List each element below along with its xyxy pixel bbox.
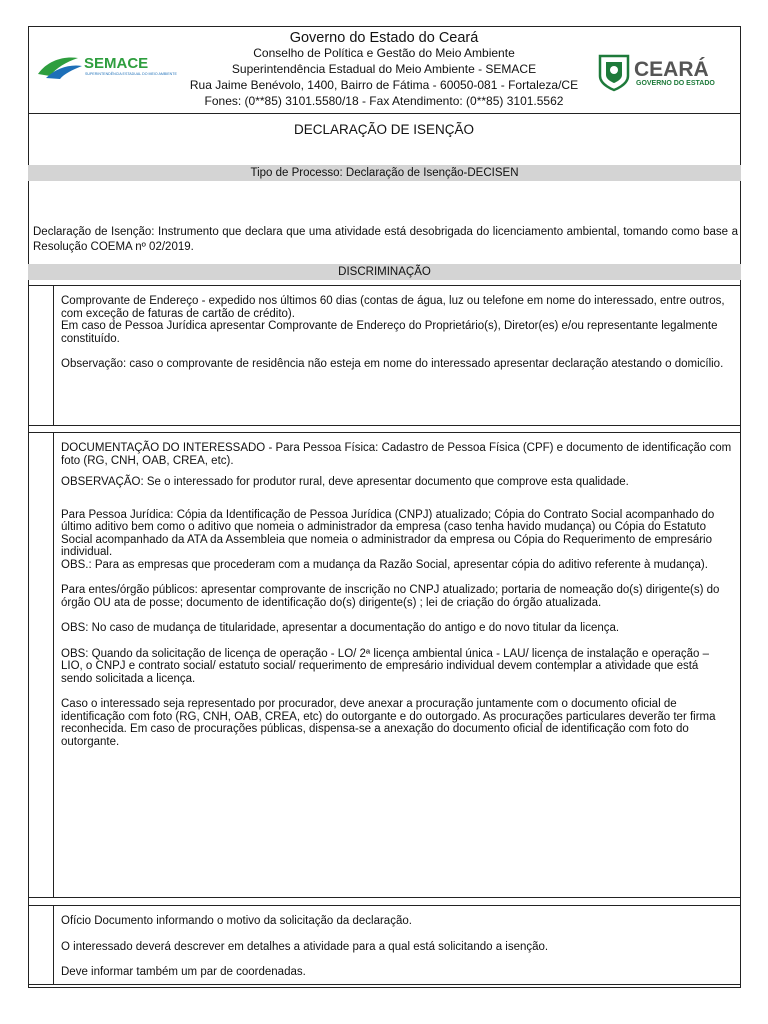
item-text	[61, 295, 732, 371]
semace-logo-text: SEMACE	[84, 55, 149, 72]
definition-text: Declaração de Isenção: Instrumento que declara que uma atividade está desobrigada do licenciamento ambiental, tomando como base a Resolução COEMA nº 02/2019.	[33, 226, 738, 253]
item-box-official-letter	[28, 905, 741, 985]
item-paragraph: DOCUMENTAÇÃO DO INTERESSADO - Para Pessoa Física: Cadastro de Pessoa Física (CPF) e documento de identificação com foto (RG, CNH, OAB, CREA, etc).	[61, 442, 732, 467]
semace-logo-subtitle: SUPERINTENDÊNCIA ESTADUAL DO MEIO AMBIENTE	[85, 72, 177, 76]
item-paragraph: Comprovante de Endereço - expedido nos últimos 60 dias (contas de água, luz ou telefone em nome do interessado, entre outros, com exceção de faturas de cartão de crédito).	[61, 295, 725, 320]
item-paragraph: Ofício Documento informando o motivo da solicitação da declaração.	[61, 915, 412, 927]
item-paragraph: Em caso de Pessoa Jurídica apresentar Comprovante de Endereço do Proprietário(s), Diretor(es) e/ou representante legalmente constituído.	[61, 320, 718, 345]
item-paragraph: Para entes/órgão públicos: apresentar comprovante de inscrição no CNPJ atualizado; portaria de nomeação do(s) dirigente(s) do órgão OU ata de posse; documento de identificação do(s) dirigente(s) ; lei de criação do órgão atualizada.	[61, 584, 720, 609]
item-paragraph: Para Pessoa Jurídica: Cópia da Identificação de Pessoa Jurídica (CNPJ) atualizado; Cópia do Contrato Social acompanhado do último aditivo bem como o aditivo que nomeia o administrador da empresa (caso tenha havido mudança) ou Cópia do Estatuto Social acompanhado da ATA da Assembleia que nomeia o administrador da empresa ou Cópia do Requerimento de empresário individual.	[61, 508, 715, 558]
ceara-logo-text: CEARÁ	[634, 58, 709, 81]
item-box-address	[28, 285, 741, 426]
phones-line: Fones: (0**85) 3101.5580/18 - Fax Atendimento: (0**85) 3101.5562	[204, 94, 564, 108]
address-line: Rua Jaime Benévolo, 1400, Bairro de Fátima - 60050-081 - Fortaleza/CE	[189, 78, 579, 92]
item-paragraph: OBS.: Para as empresas que procederam com a mudança da Razão Social, apresentar cópia do aditivo referente à mudança).	[61, 558, 708, 571]
page-title: DECLARAÇÃO DE ISENÇÃO	[293, 122, 475, 137]
item-paragraph: O interessado deverá descrever em detalhes a atividade para a qual está solicitando a isenção.	[61, 940, 549, 953]
item-checkbox-column	[53, 286, 54, 425]
item-paragraph: OBSERVAÇÃO: Se o interessado for produtor rural, deve apresentar documento que comprove esta qualidade.	[61, 476, 629, 488]
item-box-documentation	[28, 432, 741, 898]
item-paragraph: OBS: No caso de mudança de titularidade, apresentar a documentação do antigo e do novo titular da licença.	[61, 622, 620, 634]
item-paragraph: OBS: Quando da solicitação de licença de operação - LO/ 2ª licença ambiental única - LAU/ licença de instalação e operação – LIO, o CNPJ e contrato social/ estatuto social/ requerimento de empresário individual devem contemplar a atividade que está sendo solicitada a licença.	[61, 647, 710, 685]
item-paragraph: Deve informar também um par de coordenadas.	[61, 966, 306, 978]
item-text	[61, 915, 732, 979]
item-checkbox-column	[53, 906, 54, 984]
ceara-logo-subtitle: GOVERNO DO ESTADO	[636, 80, 715, 87]
item-text	[61, 442, 732, 748]
item-checkbox-column	[53, 433, 54, 897]
process-type-bar: Tipo de Processo: Declaração de Isenção-DECISEN	[28, 165, 741, 181]
gov-title: Governo do Estado do Ceará	[289, 30, 479, 46]
council-name: Conselho de Política e Gestão do Meio Ambiente	[253, 46, 515, 60]
superintendency-name: Superintendência Estadual do Meio Ambiente - SEMACE	[231, 62, 537, 76]
item-paragraph: Caso o interessado seja representado por procurador, deve anexar a procuração juntamente com o documento oficial de identificação com foto (RG, CNH, OAB, CREA, etc) do outorgante e do outorgado. As procurações particulares deverão ter firma reconhecida. Em caso de procurações públicas, dispensa-se a anexação do documento oficial de identificação com foto do outorgante.	[61, 698, 716, 748]
discrimination-header: DISCRIMINAÇÃO	[28, 264, 741, 280]
item-paragraph: Observação: caso o comprovante de residência não esteja em nome do interessado apresentar declaração atestando o domicílio.	[61, 358, 724, 370]
